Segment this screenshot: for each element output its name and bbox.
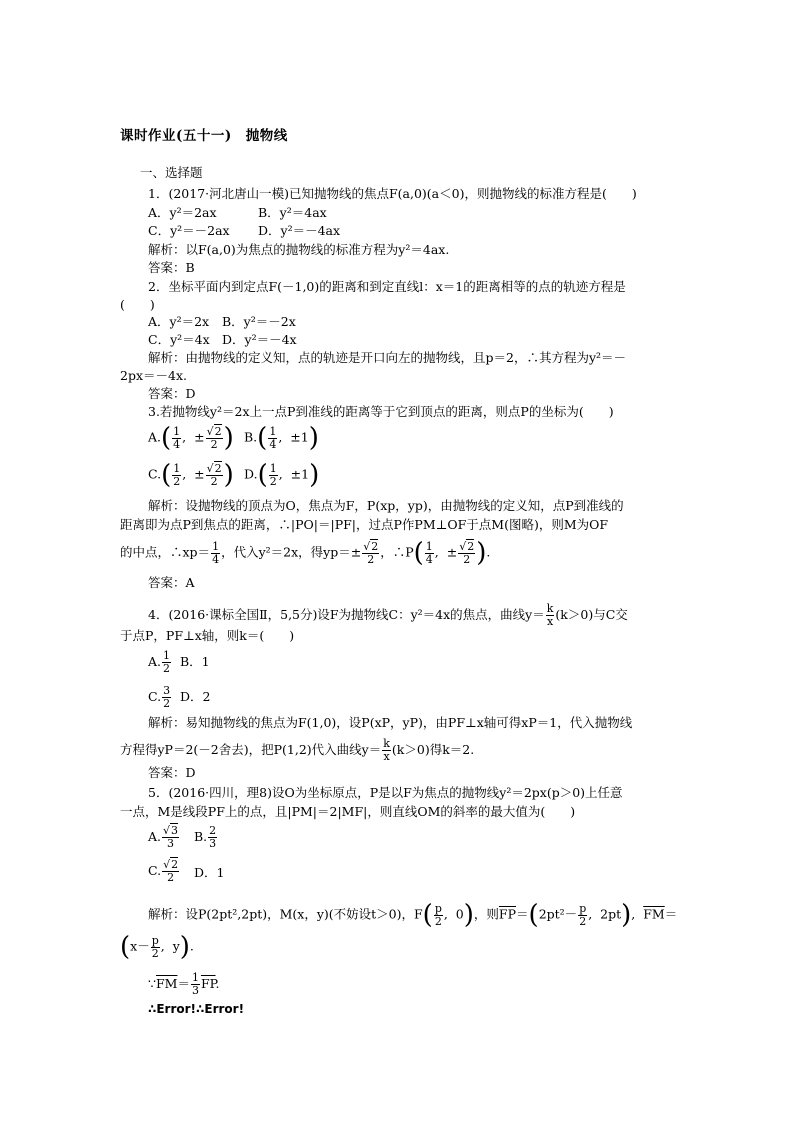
- q3-option-b: B.( $\frac{1}{4}$ , ±1): [244, 423, 319, 453]
- q2-option-c: C．y²＝4x: [148, 332, 210, 347]
- q3-option-a: A.( $\frac{1}{4}$ , ± $\frac{√2}{2}$ ): [148, 423, 234, 453]
- page-title: 课时作业(五十一) 抛物线: [120, 128, 288, 144]
- q5-stem-cont: 一点，M是线段PF上的点，且|PM|＝2|MF|，则直线OM的斜率的最大值为( ): [120, 804, 576, 819]
- q3-stem: 3.若抛物线y²＝2x上一点P到准线的距离等于它到顶点的距离，则点P的坐标为( ): [148, 404, 614, 419]
- q2-stem-paren: ( ): [120, 297, 155, 312]
- q2-option-a: A．y²＝2x: [148, 314, 210, 329]
- q4-option-d: D．2: [180, 689, 211, 704]
- q1-stem: 1．(2017·河北唐山一模)已知抛物线的焦点F(a,0)(a＜0)，则抛物线的标准方程是( ): [148, 186, 637, 201]
- q1-analysis: 解析：以F(a,0)为焦点的抛物线的标准方程为y²＝4ax.: [148, 242, 450, 257]
- q4-option-b: B．1: [180, 654, 210, 669]
- q1-option-b: B．y²＝4ax: [258, 205, 327, 220]
- q2-answer: 答案：D: [148, 386, 196, 401]
- q1-option-a: A．y²＝2ax: [148, 205, 217, 220]
- q4-option-c: C. $\frac{3}{2}$: [148, 684, 171, 710]
- q1-option-d: D．y²＝－4ax: [258, 223, 341, 238]
- q3-analysis: 解析：设抛物线的顶点为O，焦点为F，P(xp，yp)，由抛物线的定义知，点P到准线的: [148, 498, 624, 513]
- q4-analysis-cont: 方程得yP＝2(－2舍去)，把P(1,2)代入曲线y＝ $\frac{k}{x}$ (k＞0)得k＝2.: [120, 737, 475, 763]
- q1-option-c: C．y²＝－2ax: [148, 223, 230, 238]
- q4-stem-cont: 于点P，PF⊥x轴，则k＝( ): [120, 628, 295, 643]
- q2-option-b: B．y²＝－2x: [222, 314, 296, 329]
- q4-option-a: A. $\frac{1}{2}$: [148, 649, 171, 675]
- q5-analysis: 解析：设P(2pt²,2pt)，M(x，y)(不妨设t＞0)，F( $\frac{p}{2}$ , 0)，则$\overline{FP}=(2pt^2-$ $\frac{p}{2}$ , 2pt), $\overline{FM}=$: [148, 900, 678, 930]
- q5-option-a: A. $\frac{√3}{3}$: [148, 824, 179, 850]
- q5-therefore: ∴Error!∴Error!: [148, 1002, 245, 1016]
- q3-option-c: C.( $\frac{1}{2}$ , ± $\frac{√2}{2}$ ): [148, 460, 234, 490]
- q5-since: $\because\overline{FM}=$ $\frac{1}{3}$ $\overline{FP}$.: [148, 971, 220, 997]
- q5-option-d: D．1: [194, 865, 225, 880]
- q4-answer: 答案：D: [148, 765, 196, 780]
- q1-answer: 答案：B: [148, 260, 195, 275]
- q5-option-c: C. $\frac{√2}{2}$: [148, 858, 179, 884]
- q3-analysis-cont2: 的中点，∴xp＝ $\frac{1}{4}$ ，代入y²＝2x，得yp＝± $\frac{√2}{2}$ ，∴P( $\frac{1}{4}$ , ± $\frac{√2}{2}$ ).: [120, 538, 491, 568]
- q3-option-d: D.( $\frac{1}{2}$ , ±1): [244, 460, 320, 490]
- q5-stem: 5．(2016·四川，理8)设O为坐标原点，P是以F为焦点的抛物线y²＝2px(p＞0)上任意: [148, 785, 623, 800]
- q3-analysis-cont: 距离即为点P到焦点的距离，∴|PO|＝|PF|，过点P作PM⊥OF于点M(图略)，则M为OF: [120, 517, 609, 532]
- q2-analysis: 解析：由抛物线的定义知，点的轨迹是开口向左的抛物线，且p＝2，∴其方程为y²＝－: [148, 350, 627, 365]
- q2-analysis-cont: 2px＝－4x.: [120, 368, 187, 383]
- q4-stem: 4．(2016·课标全国Ⅱ，5,5分)设F为抛物线C：y²＝4x的焦点，曲线y＝ $\frac{k}{x}$ (k＞0)与C交: [148, 602, 628, 628]
- q3-answer: 答案：A: [148, 575, 195, 590]
- section-heading: 一、选择题: [140, 165, 203, 180]
- q2-stem: 2．坐标平面内到定点F(－1,0)的距离和到定直线l：x＝1的距离相等的点的轨迹方程是: [148, 279, 626, 294]
- q4-analysis: 解析：易知抛物线的焦点为F(1,0)，设P(xP，yP)，由PF⊥x轴可得xP＝1，代入抛物线: [148, 715, 633, 730]
- q2-option-d: D．y²＝－4x: [222, 332, 297, 347]
- q5-analysis-cont: (x－ $\frac{p}{2}$ , y).: [120, 932, 194, 962]
- q5-option-b: B. $\frac{2}{3}$: [194, 824, 217, 850]
